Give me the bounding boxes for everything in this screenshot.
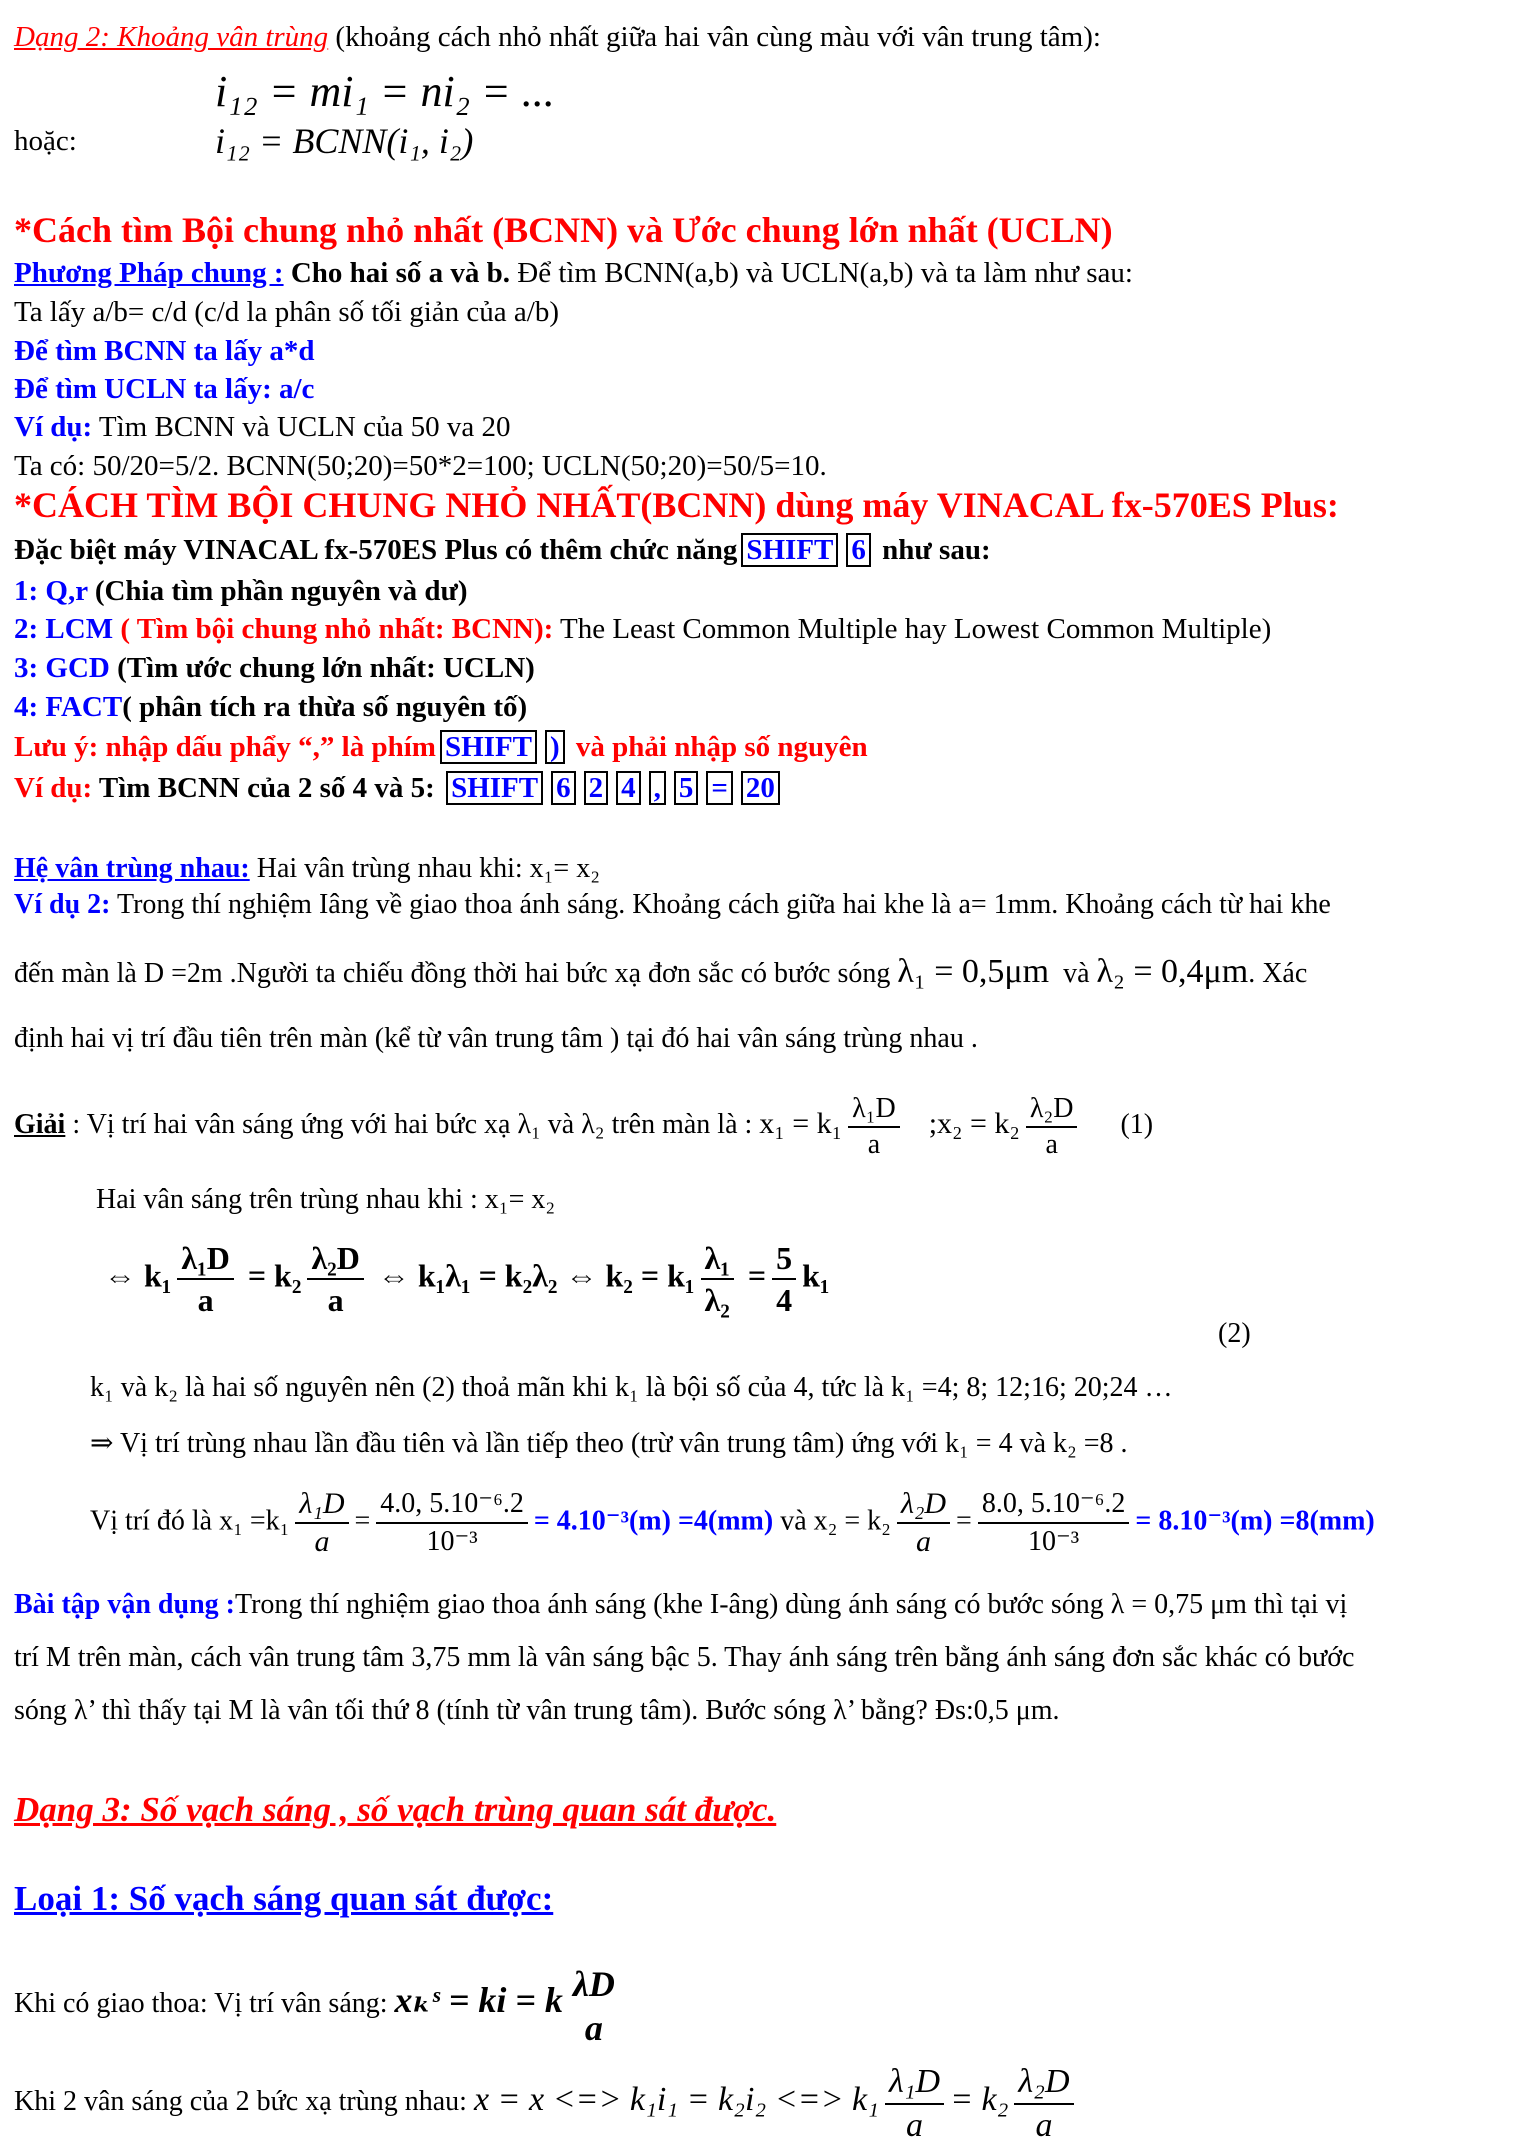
func-2-rest: The Least Common Multiple hay Lowest Common Multiple)	[553, 613, 1272, 645]
func-2	[14, 612, 1271, 646]
example-line	[14, 410, 510, 444]
khi2-eq: x = x <=> k₁i₁ = k₂i₂ <=> k₁	[473, 2081, 879, 2118]
pos-b: và x₂ = k₂	[780, 1505, 891, 1537]
chain-frac1-den: a	[197, 1282, 214, 1318]
khi2-num1: λ₁D	[885, 2061, 944, 2105]
pos-frac1	[295, 1486, 348, 1560]
chain-frac4	[772, 1238, 796, 1320]
pos-frac3-num: λ₂D	[897, 1486, 950, 1524]
vd2-and: và	[1063, 958, 1090, 989]
chain-frac2	[307, 1238, 363, 1320]
pos-frac1-num: λ₁D	[295, 1486, 348, 1524]
dang3-title: Dạng 3: Số vạch sáng , số vạch trùng quan sát được.	[14, 1790, 777, 1829]
func-2-desc: ( Tìm bội chung nhỏ nhất: BCNN):	[113, 613, 554, 645]
vd2-text1: Trong thí nghiệm Iâng về giao thoa ánh sáng. Khoảng cách giữa hai khe là a= 1mm. Khoảng cách từ hai khe	[110, 889, 1331, 920]
vd2-line2	[14, 955, 1307, 991]
khi2-frac1	[885, 2061, 944, 2147]
baitap-line2: trí M trên màn, cách vân trung tâm 3,75 mm là vân sáng bậc 5. Thay ánh sáng trên bằng ánh sáng đơn sắc khác có bước	[14, 1642, 1355, 1673]
chain-c: ⇔ k₁λ₁ = k₂λ₂ ⇔ k₂ = k₁	[377, 1257, 695, 1294]
giai-text2: Hai vân sáng trên trùng nhau khi : x₁= x₂	[96, 1184, 556, 1215]
method-rest: Để tìm BCNN(a,b) và UCLN(a,b) và ta làm như sau:	[510, 257, 1133, 289]
eq-number-1: (1)	[1120, 1109, 1154, 1140]
x1-fraction	[848, 1092, 900, 1162]
chain-frac3-num: λ₁	[701, 1238, 734, 1280]
comma-note	[14, 730, 868, 764]
func-3	[14, 651, 535, 685]
khi2-den1: a	[906, 2106, 923, 2144]
he-van-line	[14, 852, 600, 886]
func-4-key: 4: FACT	[14, 691, 123, 723]
vinacal-intro-line	[14, 533, 991, 567]
calc-example-text: Tìm BCNN của 2 số 4 và 5:	[92, 772, 435, 804]
lambda1-value: λ₁ = 0,5μm	[897, 953, 1050, 990]
loai1-title: Loại 1: Số vạch sáng quan sát được:	[14, 1879, 554, 1918]
he-van-text: Hai vân trùng nhau khi: x₁= x₂	[249, 853, 600, 884]
x2-fraction	[1026, 1092, 1078, 1162]
func-1-desc: (Chia tìm phần nguyên và dư)	[87, 575, 468, 607]
lambda2-value: λ₂ = 0,4μm	[1096, 953, 1249, 990]
ex-key-equals: =	[706, 771, 733, 805]
khi2-text: Khi 2 vân sáng của 2 bức xạ trùng nhau:	[14, 2086, 467, 2117]
baitap-text1: Trong thí nghiệm giao thoa ánh sáng (khe I-âng) dùng ánh sáng có bước sóng λ = 0,75 μm thì tại vị	[234, 1589, 1348, 1620]
x2-den: a	[1045, 1128, 1058, 1160]
method-bold: Cho hai số a và b.	[283, 257, 510, 289]
func-4	[14, 690, 527, 724]
calc-example	[14, 771, 784, 805]
dang2-title-line	[14, 20, 1101, 54]
bcnn-heading: *Cách tìm Bội chung nhỏ nhất (BCNN) và Ước chung lớn nhất (UCLN)	[14, 210, 1113, 250]
khi1-den: a	[584, 2007, 603, 2048]
khi1-num: λD	[572, 1963, 615, 2004]
func-1	[14, 574, 468, 608]
func-4-desc: ( phân tích ra thừa số nguyên tố)	[122, 691, 528, 723]
func-3-desc: (Tìm ước chung lớn nhất: UCLN)	[109, 652, 535, 684]
pos-frac2-num: 4.0, 5.10⁻⁶.2	[376, 1486, 528, 1524]
vinacal-intro: Đặc biệt máy VINACAL fx-570ES Plus có thêm chức năng	[14, 534, 738, 566]
pos-frac1-den: a	[314, 1525, 330, 1558]
chain-frac1-num: λ₁D	[177, 1238, 233, 1280]
pos-frac4-num: 8.0, 5.10⁻⁶.2	[978, 1486, 1130, 1524]
chain-a: ⇔ k₁	[104, 1257, 172, 1294]
position-calc: Vị trí đó là x₁ =k₁ $\frac{\text{λ₁D}}{a}$ = $\frac{\text{4.0, 5.10⁻⁶.2}}{\text{10⁻³}}$ = 4.10⁻³(m) =4(mm) và x₂ = k₂ $\frac{\text{λ₂D}}{a}$ = $\frac{\text{8.0, 5.10⁻⁶.2}}{\text{10⁻³}}$ = 8.10⁻³(m) =8(mm)	[90, 1487, 1375, 1558]
chain-frac3-den: λ₂	[704, 1282, 730, 1318]
chain-frac2-num: λ₂D	[307, 1238, 363, 1280]
ex-key-comma: ,	[649, 771, 666, 805]
method-line	[14, 256, 1133, 290]
chain-b: = k₂	[247, 1257, 302, 1294]
func-2-key: 2: LCM	[14, 613, 114, 645]
chain-frac4-num: 5	[772, 1238, 796, 1280]
func-1-key: 1: Q,r	[14, 575, 88, 607]
formula-i12-m-n: i₁₂ = mi₁ = ni₂ = ...	[215, 67, 555, 116]
khi2-frac2	[1014, 2061, 1073, 2147]
baitap-line3: sóng λ’ thì thấy tại M là vân tối thứ 8 (tính từ vân trung tâm). Bước sóng λ’ bằng? Đs:0,5 μm.	[14, 1695, 1060, 1726]
key-6: 6	[846, 533, 871, 567]
vd2-label: Ví dụ 2:	[14, 889, 111, 920]
khi1-text: Khi có giao thoa: Vị trí vân sáng:	[14, 1988, 388, 2019]
method-label: Phương Pháp chung :	[14, 257, 284, 289]
chain-frac1	[177, 1238, 233, 1320]
giai-text1: : Vị trí hai vân sáng ứng với hai bức xạ λ₁ và λ₂ trên màn là :	[65, 1109, 753, 1140]
note-key-paren: )	[545, 730, 565, 764]
method-step2: Để tìm BCNN ta lấy a*d	[14, 335, 315, 367]
pos-frac2-den: 10⁻³	[426, 1526, 478, 1557]
func-3-key: 3: GCD	[14, 652, 110, 684]
formula-i12-bcnn: i₁₂ = BCNN(i₁, i₂)	[215, 121, 474, 161]
pos-frac3-den: a	[916, 1525, 931, 1558]
khi2-num2: λ₂D	[1014, 2061, 1073, 2105]
pos-result1: = 4.10⁻³(m) =4(mm)	[533, 1505, 774, 1537]
vd2-line1	[14, 888, 1331, 922]
example-result: Ta có: 50/20=5/2. BCNN(50;20)=50*2=100; UCLN(50;20)=50/5=10.	[14, 450, 827, 482]
comma-note-text: Lưu ý: nhập dấu phẩy “,” là phím	[14, 731, 436, 763]
vd2-text2a: đến màn là D =2m .Người ta chiếu đồng thời hai bức xạ đơn sắc có bước sóng	[14, 958, 891, 989]
pos-frac2	[376, 1486, 528, 1560]
key-shift: SHIFT	[741, 533, 838, 567]
pos-frac3	[897, 1486, 950, 1560]
vd2-line3: định hai vị trí đầu tiên trên màn (kể từ vân trung tâm ) tại đó hai vân sáng trùng nhau .	[14, 1023, 978, 1054]
pos-result2: = 8.10⁻³(m) =8(mm)	[1135, 1505, 1375, 1537]
pos-frac4	[978, 1486, 1130, 1560]
khi2-line	[14, 2050, 1080, 2152]
khi2-mid: = k₂	[950, 2081, 1009, 2118]
chain-frac3	[701, 1238, 734, 1320]
calc-example-label: Ví dụ:	[14, 772, 93, 804]
chain-frac4-den: 4	[776, 1282, 793, 1318]
vinacal-heading: *CÁCH TÌM BỘI CHUNG NHỎ NHẤT(BCNN) dùng máy VINACAL fx-570ES Plus:	[14, 485, 1339, 525]
khi1-line	[14, 1950, 625, 2054]
giai-line	[14, 1086, 1153, 1163]
ex-key-6: 6	[551, 771, 576, 805]
dang2-title-note: (khoảng cách nhỏ nhất giữa hai vân cùng màu với vân trung tâm):	[328, 21, 1101, 53]
ex-key-shift: SHIFT	[446, 771, 543, 805]
giai-text3: k₁ và k₂ là hai số nguyên nên (2) thoả mãn khi k₁ là bội số của 4, tức là k₁ =4; 8; 12;16; 20;24 …	[90, 1372, 1173, 1403]
he-van-label: Hệ vân trùng nhau:	[14, 853, 250, 884]
x2-lhs: ;x₂ = k₂	[928, 1107, 1020, 1140]
khi1-eq: xₖˢ = ki = k	[394, 1980, 563, 2020]
pos-a: Vị trí đó là x₁ =k₁	[90, 1505, 290, 1537]
baitap-line1	[14, 1588, 1347, 1622]
ex-result-20: 20	[741, 771, 780, 805]
x1-den: a	[867, 1128, 881, 1160]
baitap-label: Bài tập vận dụng :	[14, 1589, 235, 1620]
ex-key-2: 2	[584, 771, 609, 805]
eq-number-2: (2)	[1218, 1318, 1251, 1349]
giai-text4: ⇒ Vị trí trùng nhau lần đầu tiên và lần tiếp theo (trừ vân trung tâm) ứng với k₁ = 4 và k₂ =8 .	[90, 1428, 1128, 1459]
method-step1: Ta lấy a/b= c/d (c/d la phân số tối giản của a/b)	[14, 296, 559, 328]
giai-label: Giải	[14, 1109, 66, 1140]
example-text: Tìm BCNN và UCLN của 50 va 20	[92, 411, 511, 443]
x1-num: λ₁D	[848, 1092, 900, 1128]
or-label: hoặc:	[14, 125, 77, 157]
dang2-title: Dạng 2: Khoảng vân trùng	[14, 21, 329, 53]
x2-num: λ₂D	[1026, 1092, 1078, 1128]
chain-e: k₁	[802, 1257, 830, 1294]
vd2-text2c: . Xác	[1248, 958, 1308, 989]
note-key-shift: SHIFT	[440, 730, 537, 764]
ex-key-5: 5	[674, 771, 699, 805]
pos-frac4-den: 10⁻³	[1028, 1526, 1080, 1557]
ex-key-4: 4	[616, 771, 641, 805]
khi2-den2: a	[1035, 2106, 1053, 2144]
equivalence-chain	[104, 1238, 829, 1320]
x1-lhs: x₁ = k₁	[759, 1107, 843, 1140]
chain-frac2-den: a	[327, 1282, 344, 1318]
khi1-frac	[569, 1962, 619, 2050]
chain-d: =	[747, 1257, 767, 1294]
example-label: Ví dụ:	[14, 411, 93, 443]
method-step3: Để tìm UCLN ta lấy: a/c	[14, 373, 315, 405]
comma-note-end: và phải nhập số nguyên	[568, 731, 868, 763]
vinacal-intro-end: như sau:	[874, 534, 991, 566]
